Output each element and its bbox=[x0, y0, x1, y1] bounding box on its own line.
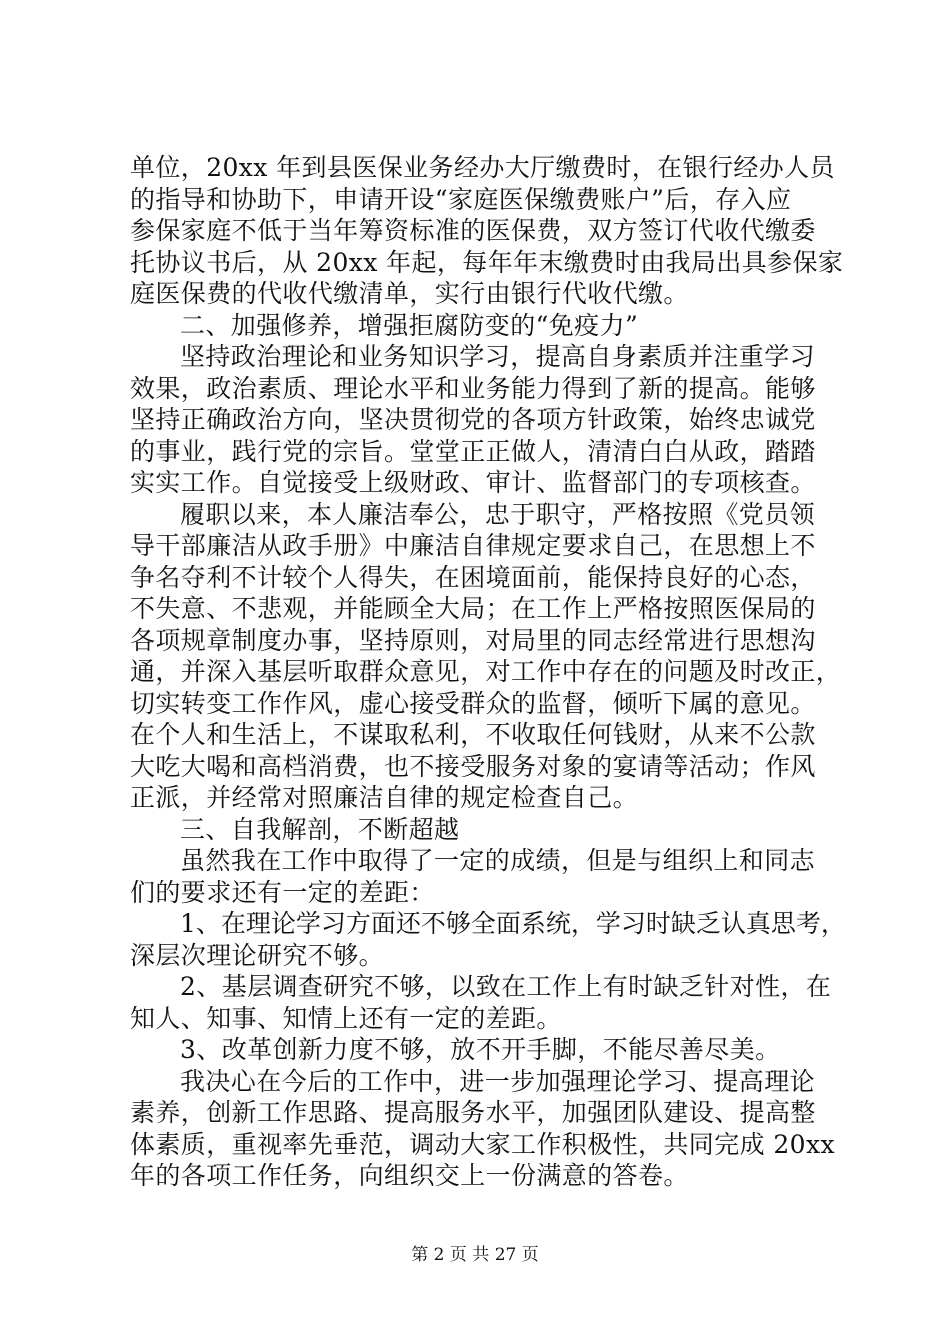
text-line: 素养，创新工作思路、提高服务水平，加强团队建设、提高整 bbox=[130, 1098, 816, 1127]
text-line: 年的各项工作任务，向组织交上一份满意的答卷。 bbox=[130, 1161, 689, 1190]
text-line: 庭医保费的代收代缴清单，实行由银行代收代缴。 bbox=[130, 279, 689, 308]
text-line: 效果，政治素质、理论水平和业务能力得到了新的提高。能够 bbox=[130, 373, 816, 403]
text-line: 履职以来，本人廉洁奉公，忠于职守，严格按照《党员领 bbox=[180, 499, 816, 529]
text-line: 坚持正确政治方向，坚决贯彻党的各项方针政策，始终忠诚党 bbox=[130, 405, 816, 434]
text-line: 虽然我在工作中取得了一定的成绩，但是与组织上和同志 bbox=[180, 846, 816, 875]
text-line: 我决心在今后的工作中，进一步加强理论学习、提高理论 bbox=[180, 1066, 816, 1096]
list-item: 1、在理论学习方面还不够全面系统，学习时缺乏认真思考， bbox=[180, 909, 846, 938]
text-line: 托协议书后，从 20xx 年起，每年年末缴费时由我局出具参保家 bbox=[130, 247, 844, 277]
text-line: 切实转变工作作风，虚心接受群众的监督，倾听下属的意见。 bbox=[130, 688, 816, 718]
text-line: 各项规章制度办事，坚持原则，对局里的同志经常进行思想沟 bbox=[130, 625, 816, 655]
text-line: 的指导和协助下，申请开设“家庭医保缴费账户”后，存入应 bbox=[130, 184, 792, 214]
text-line: 实实工作。自觉接受上级财政、审计、监督部门的专项核查。 bbox=[130, 468, 816, 497]
text-line: 争名夺利不计较个人得失，在困境面前，能保持良好的心态， bbox=[130, 562, 816, 592]
text-line: 参保家庭不低于当年筹资标准的医保费，双方签订代收代缴委 bbox=[130, 216, 816, 245]
list-item: 2、基层调查研究不够，以致在工作上有时缺乏针对性，在 bbox=[180, 972, 832, 1001]
text-line: 单位，20xx 年到县医保业务经办大厅缴费时，在银行经办人员 bbox=[130, 153, 835, 182]
text-line: 知人、知事、知情上还有一定的差距。 bbox=[130, 1003, 562, 1033]
text-line: 不失意、不悲观，并能顾全大局；在工作上严格按照医保局的 bbox=[130, 594, 816, 623]
list-item: 3、改革创新力度不够，放不开手脚，不能尽善尽美。 bbox=[180, 1035, 781, 1064]
text-line: 大吃大喝和高档消费，也不接受服务对象的宴请等活动；作风 bbox=[130, 751, 816, 781]
text-line: 导干部廉洁从政手册》中廉洁自律规定要求自己，在思想上不 bbox=[130, 531, 816, 560]
section-heading: 二、加强修养，增强拒腐防变的“免疫力” bbox=[180, 310, 639, 340]
text-line: 的事业，践行党的宗旨。堂堂正正做人，清清白白从政，踏踏 bbox=[130, 436, 816, 466]
text-line: 在个人和生活上，不谋取私利，不收取任何钱财，从来不公款 bbox=[130, 720, 816, 749]
text-line: 体素质，重视率先垂范，调动大家工作积极性，共同完成 20xx bbox=[130, 1129, 835, 1159]
text-line: 坚持政治理论和业务知识学习，提高自身素质并注重学习 bbox=[180, 342, 816, 371]
section-heading: 三、自我解剖，不断超越 bbox=[180, 814, 460, 844]
page-number-footer: 第 2 页 共 27 页 bbox=[411, 1245, 539, 1265]
text-line: 们的要求还有一定的差距： bbox=[130, 877, 435, 907]
text-line: 深层次理论研究不够。 bbox=[130, 940, 385, 970]
text-line: 正派，并经常对照廉洁自律的规定检查自己。 bbox=[130, 783, 639, 812]
text-line: 通，并深入基层听取群众意见，对工作中存在的问题及时改正， bbox=[130, 657, 842, 686]
